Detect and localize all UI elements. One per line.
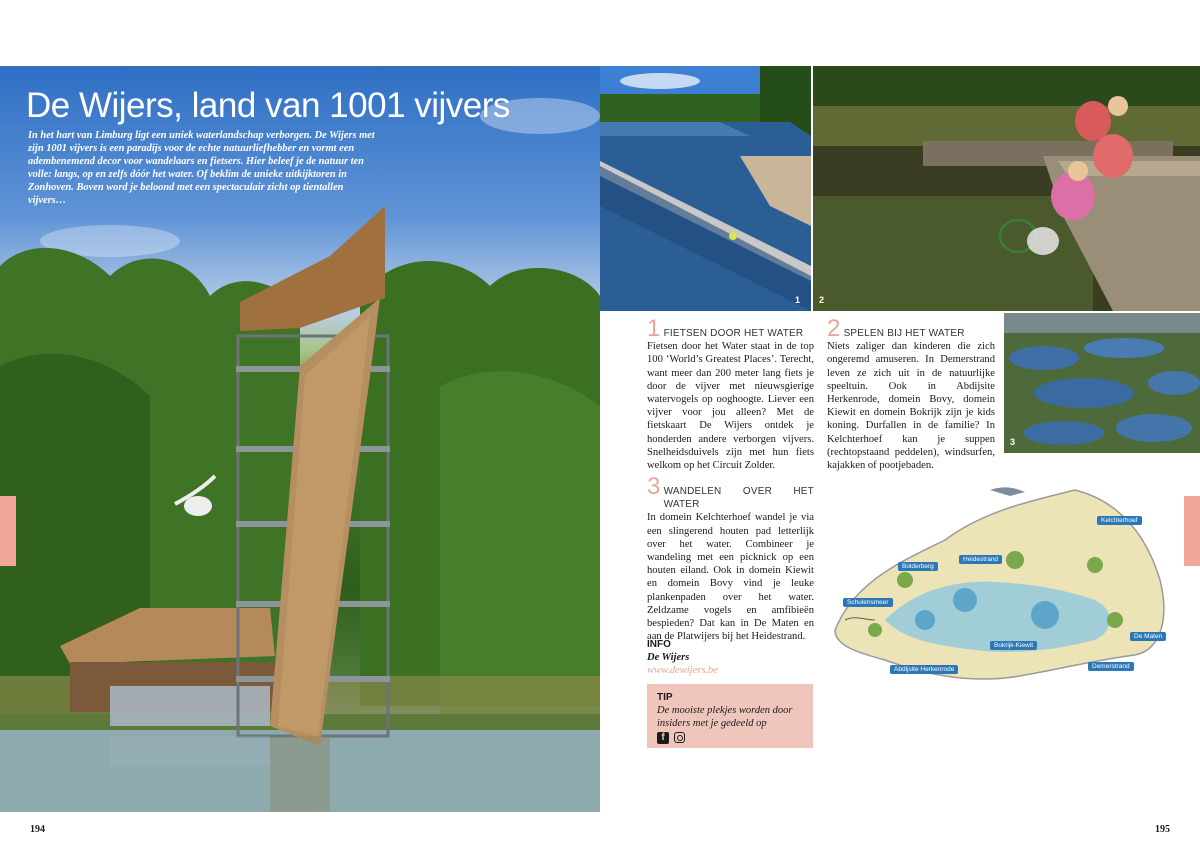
facebook-icon[interactable]: f bbox=[657, 732, 669, 744]
left-page-tab bbox=[0, 496, 16, 566]
section-title: SPELEN BIJ HET WATER bbox=[843, 328, 965, 339]
instagram-icon[interactable] bbox=[674, 732, 685, 743]
photo-number: 2 bbox=[819, 295, 825, 305]
section-walking bbox=[647, 473, 814, 643]
intro-text: In het hart van Limburg ligt een uniek waterlandschap verborgen. De Wijers met zijn 1001 vijvers is een paradijs voor de echte natuurliefhebber en vormt een adembenemend decor voor wandelaars en fietsers. Hier beleef je de natuur ten volle: langs, op en zelfs dóór het water. Of beklim de unieke uitkijktoren in Zonhoven. Boven word je beloond met een spectaculair zicht op tientallen vijvers… bbox=[28, 130, 375, 207]
tip-label: TIP bbox=[657, 692, 673, 703]
section-body: Niets zaliger dan kinderen die zich ongeremd amuseren. In Demerstrand leven ze zich uit in de natuurlijke speeltuin. Ook in Abdijsite Herkenrode, domein Bovy, domein Kiewit en domein Bokrijk zijn je kids koning. Durfallen in de familie? In Kelchterhoef kan je suppen (rechtopstaand peddelen), windsurfen, kajakken of pootjebaden. bbox=[827, 341, 995, 472]
map-label-demerstrand: Demerstrand bbox=[1088, 662, 1134, 671]
map-label-kelchterhoef: Kelchterhoef bbox=[1097, 516, 1142, 525]
tip-text: De mooiste plekjes worden door insiders met je gedeeld op bbox=[657, 705, 793, 729]
map-label-schulensmeer: Schulensmeer bbox=[843, 598, 893, 607]
section-number: 1 bbox=[647, 315, 661, 342]
tip-box bbox=[647, 684, 813, 748]
section-number: 3 bbox=[647, 473, 661, 500]
section-number: 2 bbox=[827, 315, 841, 342]
section-title: FIETSEN DOOR HET WATER bbox=[663, 328, 804, 339]
section-heading bbox=[647, 473, 814, 511]
photo-number: 3 bbox=[1010, 437, 1016, 447]
section-title: WANDELEN OVER HET WATER bbox=[663, 486, 814, 511]
photo-cycling-through-water bbox=[600, 66, 811, 311]
map-label-bokrijk: Bokrijk-Kiewit bbox=[990, 641, 1037, 650]
section-body: Fietsen door het Water staat in de top 100 ‘World’s Greatest Places’. Terecht, want meer dan 200 meter lang fiets je door de vijver met nieuwsgierige watervogels op ooghoogte. Liever een vijver voor jou alleen? Met de fietskaart De Wijers ontdek je honderden andere verborgen vijvers. Snelheidsduivels zijn met hun fiets welkom op het Circuit Zolder. bbox=[647, 341, 814, 472]
section-heading bbox=[827, 315, 995, 342]
right-page-tab bbox=[1184, 496, 1200, 566]
section-heading bbox=[647, 315, 814, 342]
page-number-left: 194 bbox=[30, 824, 45, 835]
hero-photo bbox=[0, 66, 600, 812]
section-body: In domein Kelchterhoef wandel je via een slingerend houten pad letterlijk over het water. Combineer je wandeling met een picknick op een houten eiland. Ook in domein Kiewit en domein Bovy vind je leuke plankenpaden over het water. Zeldzame vogels en amfibieën bespieden? Dat kan in De Maten en aan de Platwijers bij het Heidestrand. bbox=[647, 512, 814, 643]
info-link[interactable]: www.dewijers.be bbox=[647, 665, 718, 676]
info-label: INFO bbox=[647, 639, 671, 650]
map-label-de-maten: De Maten bbox=[1130, 632, 1166, 641]
info-name: De Wijers bbox=[647, 652, 690, 663]
photo-1-illustration bbox=[600, 66, 811, 311]
map-label-heidestrand: Heidestrand bbox=[959, 555, 1002, 564]
page-title: De Wijers, land van 1001 vijvers bbox=[26, 86, 510, 125]
map-label-bolderberg: Bolderberg bbox=[898, 562, 938, 571]
photo-aerial-ponds bbox=[1004, 313, 1200, 453]
illustrated-map bbox=[815, 470, 1175, 710]
social-icons bbox=[657, 732, 685, 744]
page-number-right: 195 bbox=[1155, 824, 1170, 835]
map-label-herkenrode: Abdijsite Herkenrode bbox=[890, 665, 958, 674]
section-cycling bbox=[647, 315, 814, 472]
photo-number: 1 bbox=[795, 295, 801, 305]
photo-2-illustration bbox=[813, 66, 1200, 311]
photo-children-at-water bbox=[813, 66, 1200, 311]
photo-3-illustration bbox=[1004, 313, 1200, 453]
section-playing bbox=[827, 315, 995, 472]
map-illustration bbox=[815, 470, 1175, 710]
